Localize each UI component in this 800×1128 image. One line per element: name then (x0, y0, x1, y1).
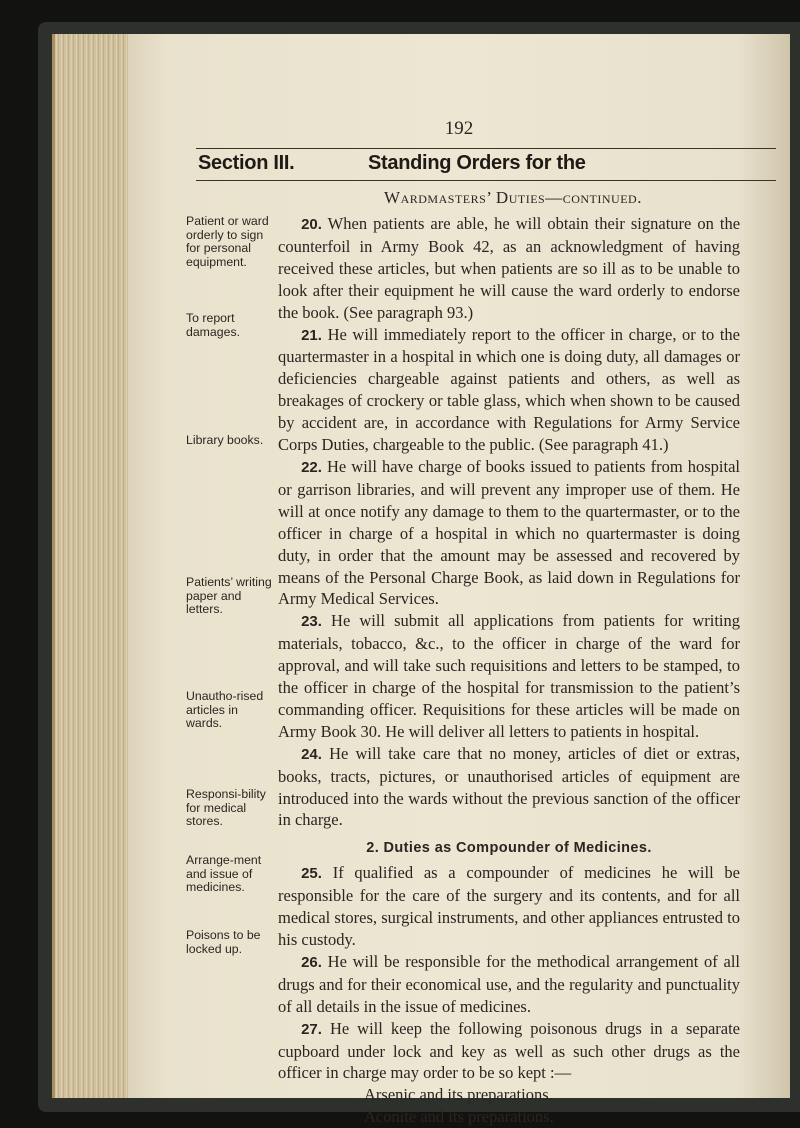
margin-note-personal-equipment: Patient or ward orderly to sign for personal equipment. (186, 214, 269, 269)
margin-note-unauthorised-articles: Unautho-rised articles in wards. (186, 689, 264, 731)
margin-note-library-books: Library books. (186, 433, 264, 447)
paragraph-23: 23. He will submit all applications from patients for writing materials, tobacco, &c., to the officer in charge of the ward for approval, and will take such requisitions and letters to be stamped, to the officer in charge of the hospital for transmission to the patient’s commanding officer. Requisitions for these articles will be made on Army Book 30. He will deliver all letters to patients in hospital. (278, 611, 740, 741)
section-label: Section III. (198, 152, 295, 174)
margin-note-medicines: Arrange-ment and issue of medicines. (186, 853, 262, 895)
paragraph-24: 24. He will take care that no money, articles of diet or extras, books, tracts, pictures, or unauthorised articles of equipment are introduced into the wards without the previous sanction of the officer in charge. (278, 743, 741, 830)
margin-note-poisons: Poisons to be locked up. (186, 928, 261, 956)
paragraph-27: 27. He will keep the following poisonous drugs in a separate cupboard under lock and key as well as such other drugs as the officer in charge may order to be so kept :— (278, 1018, 741, 1083)
paragraph-26: 26. He will be responsible for the methodical arrangement of all drugs and for their economical use, and the regularity and punctuality of all details in the issue of medicines. (278, 951, 740, 1016)
page-number: 192 (444, 118, 474, 139)
running-header-title: Standing Orders for the (368, 152, 586, 174)
paragraph-20: 20. When patients are able, he will obtain their signature on the counterfoil in Army Book 42, as an acknowledgment of having received these articles, but when patients are so ill as to be unable to look after their equipment he will cause the ward orderly to endorse the book. (See paragraph 93.) (278, 214, 741, 322)
body-text (278, 213, 740, 1128)
paragraph-21: 21. He will immediately report to the officer in charge, or to the quartermaster in a hospital in which one is doing duty, all damages or deficiencies chargeable against patients and others, as well as breakages of crockery or table glass, which when shown to be caused by accident are, in accordance with Regulations for Army Service Corps Duties, chargeable to the public. (See paragraph 41.) (278, 324, 740, 455)
margin-note-damages: To report damages. (186, 311, 241, 339)
header-rule-bottom (196, 180, 776, 181)
poison-list-item: Aconite and its preparations. (364, 1107, 554, 1127)
paragraph-25: 25. If qualified as a compounder of medicines he will be responsible for the care of the surgery and its contents, and for all medical stores, surgical instruments, and other appliances entrusted to his custody. (278, 863, 741, 949)
paragraph-22: 22. He will have charge of books issued to patients from hospital or garrison libraries, and will prevent any improper use of them. He will at once notify any damage to them to the quartermaster, or to the officer in charge of a hospital in which no quartermaster is doing duty, in order that the amount may be assessed and recovered by means of the Personal Charge Book, as laid down in Regulations for Army Medical Services. (278, 456, 740, 609)
margin-note-medical-stores: Responsi-bility for medical stores. (186, 787, 266, 829)
margin-note-writing-paper: Patients’ writing paper and letters. (186, 575, 272, 617)
poison-list-item: Arsenic and its preparations. (364, 1085, 553, 1105)
section-heading-compounder: 2. Duties as Compounder of Medicines. (366, 840, 652, 857)
header-rule-top (196, 148, 776, 149)
subheading: Wardmasters’ Duties—continued. (384, 188, 642, 207)
book-page (128, 34, 790, 1127)
